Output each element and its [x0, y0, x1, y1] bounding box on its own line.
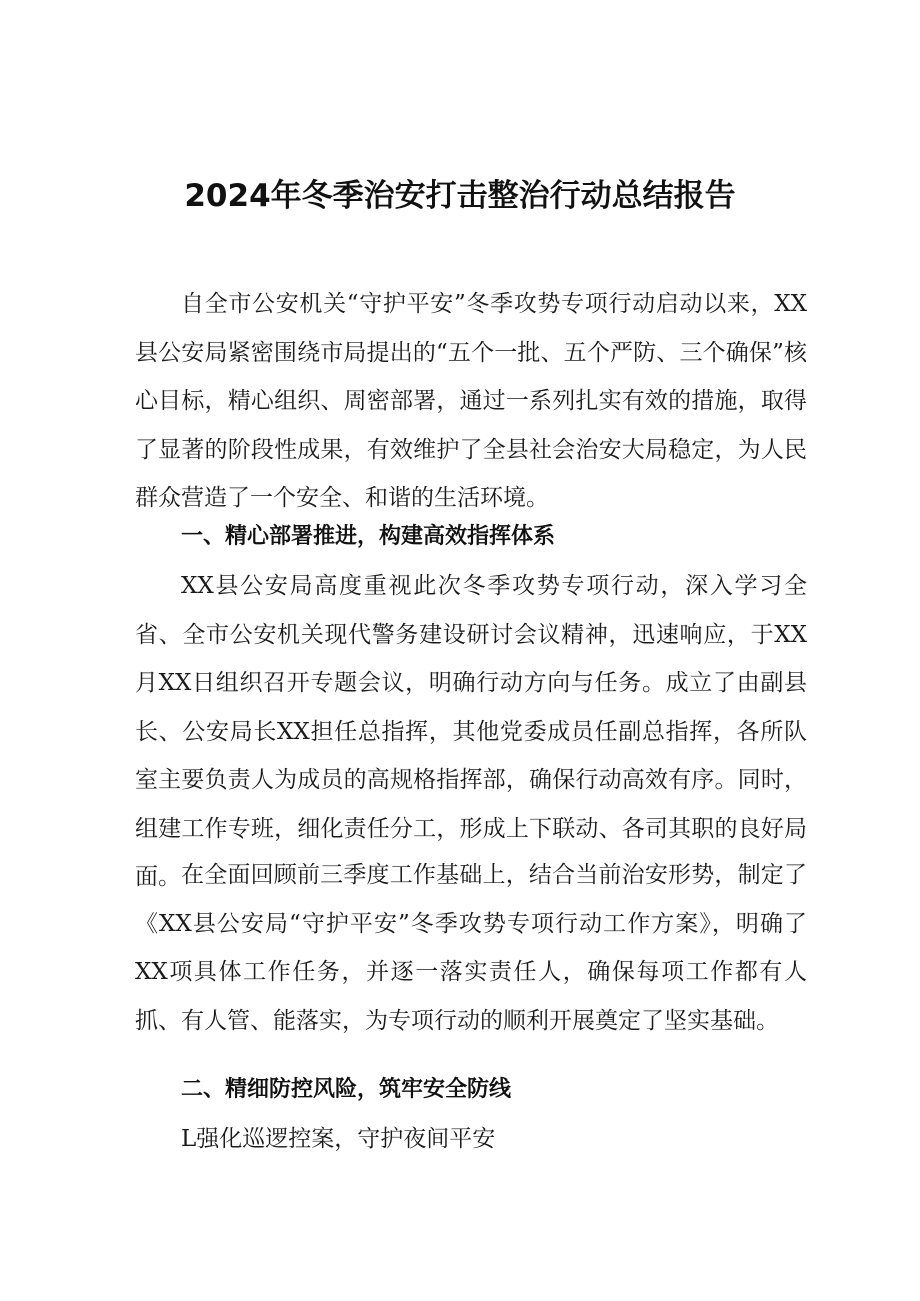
- section-1-paragraph-2: 在全面回顾前三季度工作基础上，结合当前治安形势，制定了《XX县公安局“守护平安”冬季攻势专项行动工作方案》，明确了XX项具体工作任务，并逐一落实责任人，确保每项工作都有人抓、有人管、能落实，为专项行动的顺利开展奠定了坚实基础。: [135, 862, 807, 1034]
- document-title: 2024年冬季治安打击整治行动总结报告: [184, 178, 736, 214]
- section-1-heading: 一、精心部署推进，构建高效指挥体系: [181, 524, 556, 549]
- section-2-heading: 二、精细防控风险，筑牢安全防线: [181, 1077, 512, 1102]
- intro-paragraph: 自全市公安机关“守护平安”冬季攻势专项行动启动以来，XX县公安局紧密围绕市局提出的“五个一批、五个严防、三个确保”核心目标，精心组织、周密部署，通过一系列扎实有效的措施，取得了显著的阶段性成果，有效维护了全县社会治安大局稳定，为人民群众营造了一个安全、和谐的生活环境。: [135, 291, 807, 511]
- section-2-subitem-1: L强化巡逻控案，守护夜间平安: [181, 1126, 496, 1152]
- section-1-paragraph-1: XX县公安局高度重视此次冬季攻势专项行动，深入学习全省、全市公安机关现代警务建设研讨会议精神，迅速响应，于XX月XX日组织召开专题会议，明确行动方向与任务。成立了由副县长、公安局长XX担任总指挥，其他党委成员任副总指挥，各所队室主要负责人为成员的高规格指挥部，确保行动高效有序。同时，组建工作专班，细化责任分工，形成上下联动、各司其职的良好局面。: [135, 573, 807, 890]
